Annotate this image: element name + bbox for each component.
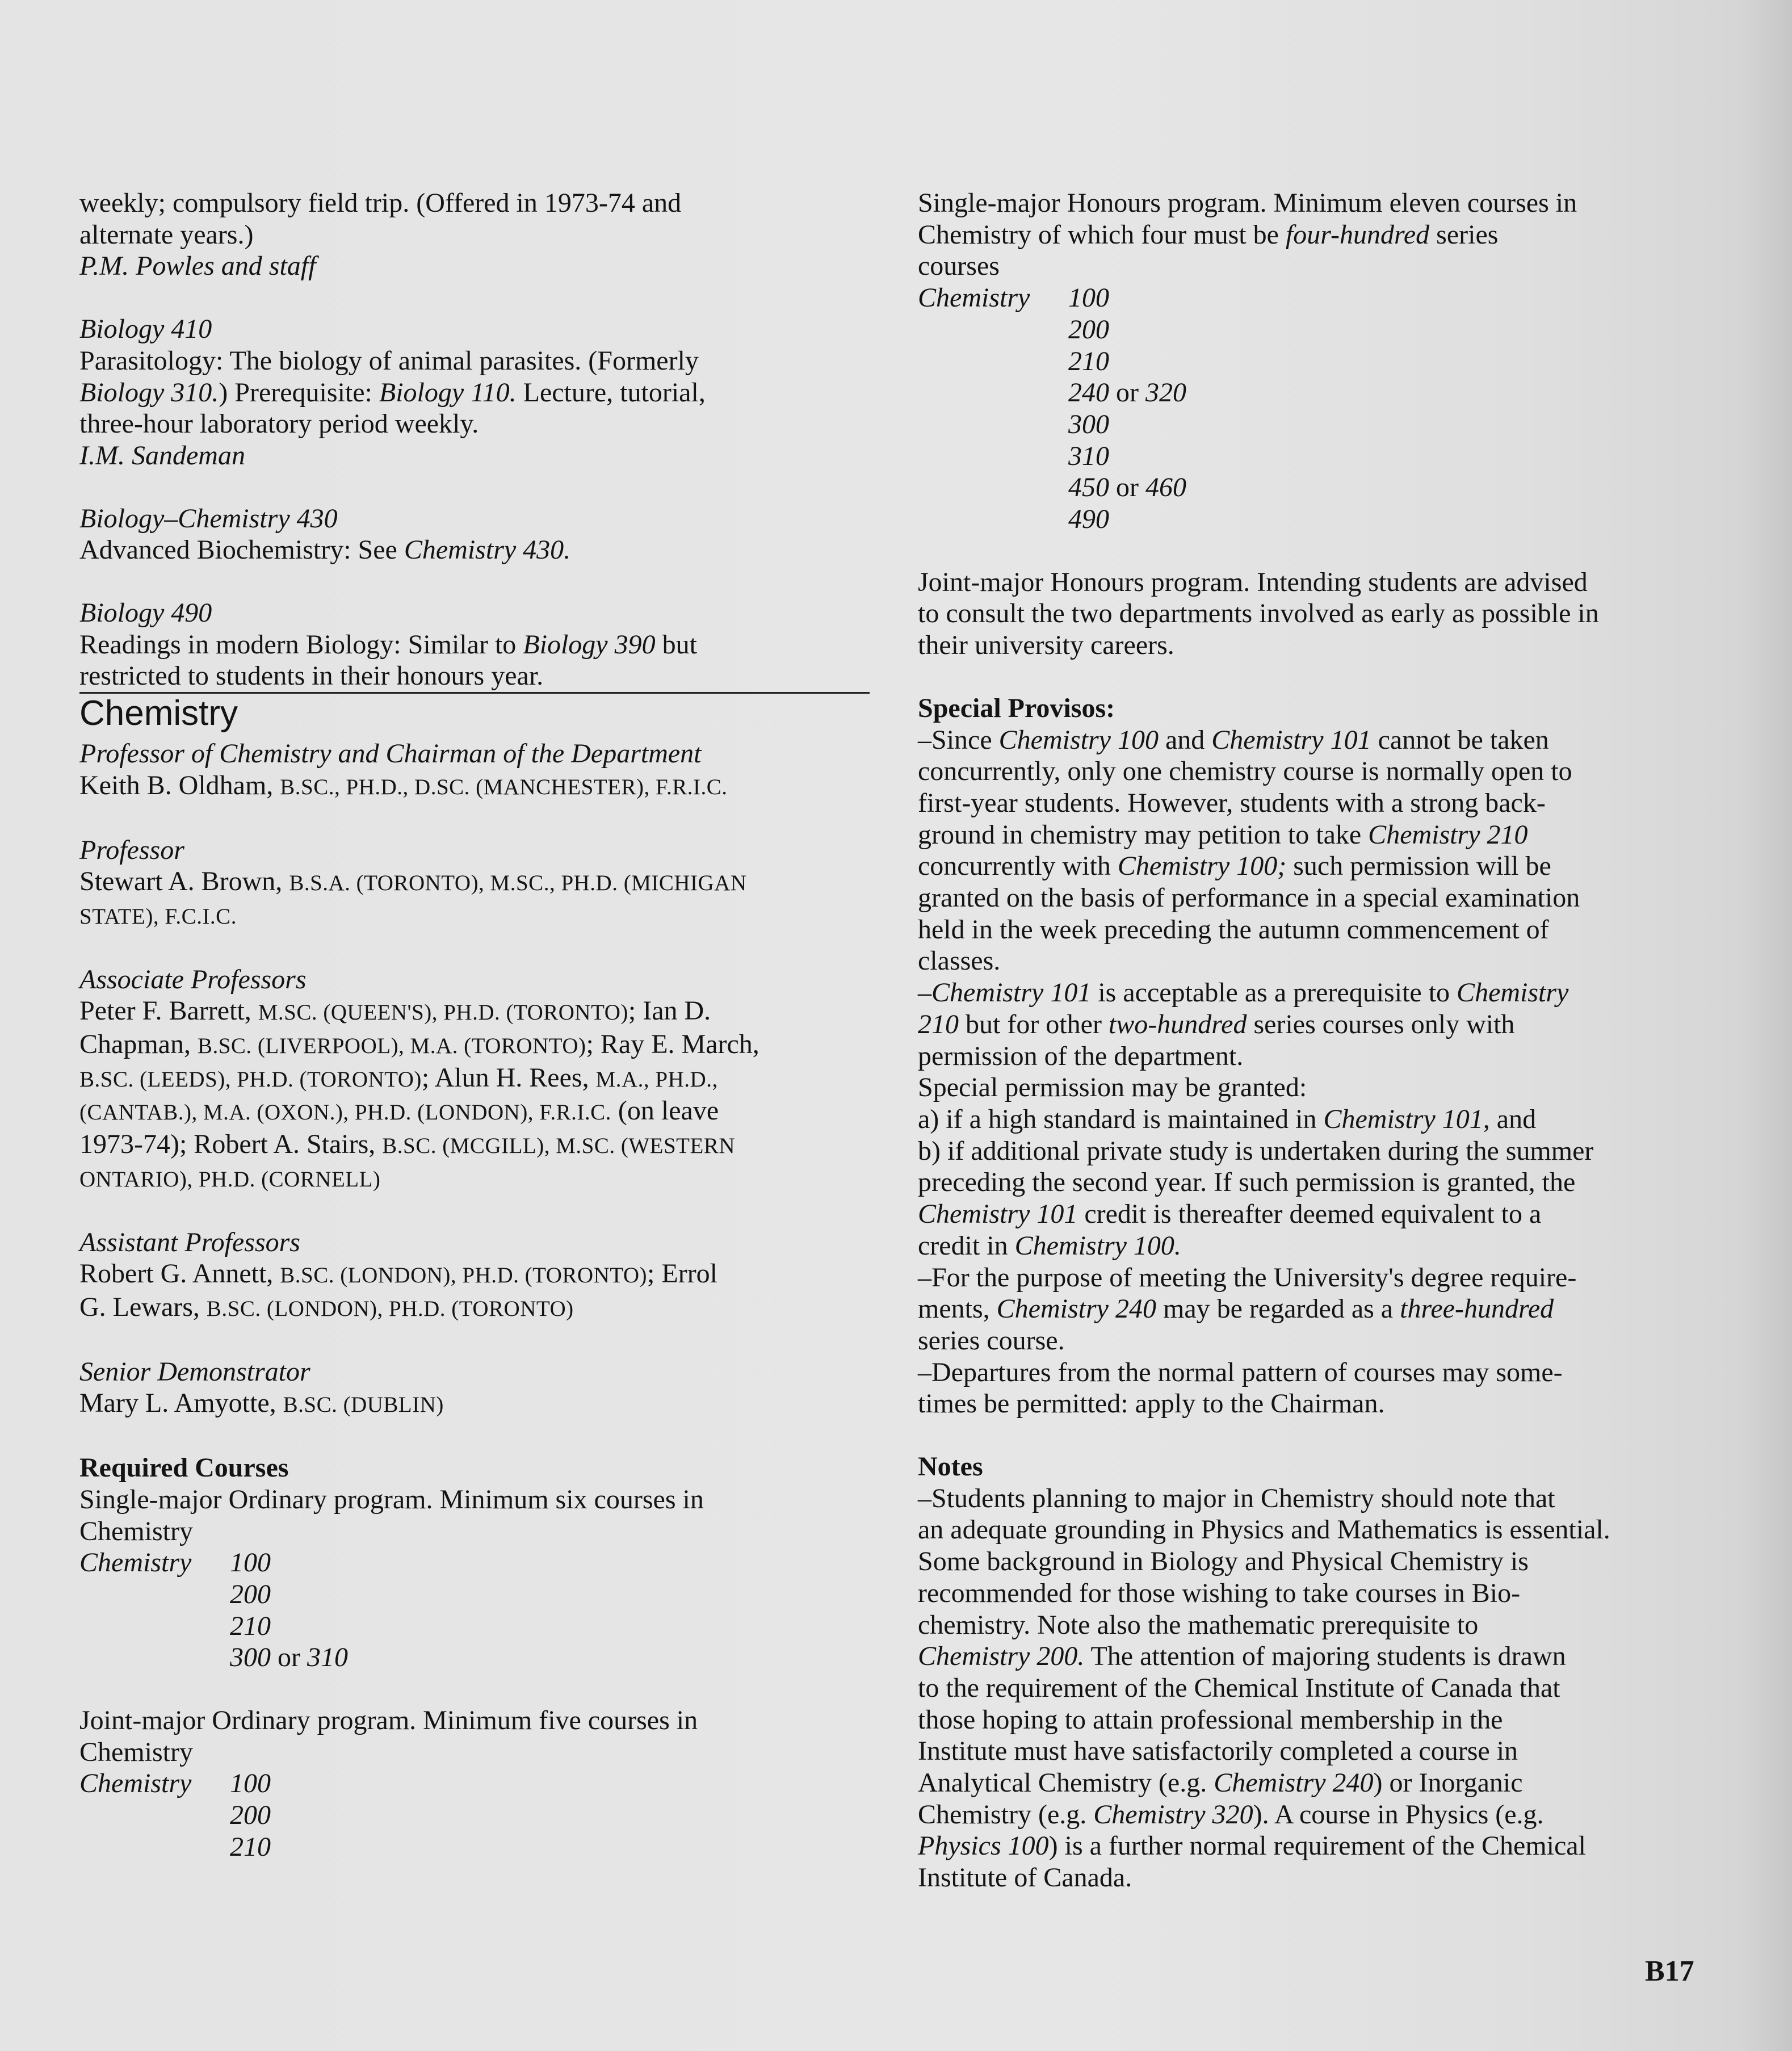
course-ref: Biology 390 [523,629,656,660]
course-ref: Chemistry 210 [1368,819,1528,850]
text-line: Chemistry [79,1516,193,1546]
section-heading: Required Courses [79,1453,289,1483]
text-run: ) or Inorganic [1373,1768,1523,1798]
course-ref: Biology 310. [79,377,219,408]
course-ref: Physics 100 [918,1831,1049,1861]
text-line: Parasitology: The biology of animal parasites. (Formerly [79,345,699,376]
faculty-entry [79,1258,871,1291]
text-run: credit in [918,1230,1015,1261]
course-number: 450 or 460 [1068,472,1186,503]
credentials: (CANTAB.), M.A. (OXON.), PH.D. (LONDON), F.R.I.C. [79,1100,611,1125]
course-ref: Chemistry 101, [1323,1104,1490,1134]
faculty-entry [79,1062,871,1096]
text-run: series course. [918,1325,1065,1356]
biology-continuation [79,187,871,282]
single-major-honours [918,187,1713,535]
text-line [918,1230,1713,1262]
course-list-single-ordinary [79,1547,871,1673]
course-number: 200 [230,1579,271,1609]
faculty-name: Robert G. Annett, [79,1259,280,1289]
course-ref: Chemistry 101 [918,1199,1078,1230]
instructor-name: I.M. Sandeman [79,440,245,471]
course-ref: two-hundred [1108,1009,1247,1039]
text-run: may be regarded as a [1156,1294,1400,1324]
text-line [918,1198,1713,1230]
course-ref: Chemistry 101 [931,978,1092,1008]
credentials: B.SC., PH.D., D.SC. (MANCHESTER), F.R.I.C. [280,774,728,799]
faculty-rank: Associate Professors [79,964,307,995]
text-run: The attention of majoring students is drawn [1084,1641,1566,1672]
text-line [918,1009,1713,1041]
course-list-label: Chemistry [79,1547,192,1578]
text-line [918,1262,1713,1294]
faculty-entry [79,1291,871,1325]
course-number: 100 [230,1768,271,1799]
text-line [79,534,871,566]
text-run: series [1429,219,1499,250]
text-line [918,1830,1713,1862]
text-line [918,1325,1713,1357]
faculty-associate-professors [79,964,871,1196]
text-line [918,1735,1713,1767]
credentials: B.SC. (LEEDS), PH.D. (TORONTO) [79,1067,422,1092]
course-ref: Chemistry 200. [918,1641,1085,1672]
text-run: but [655,629,697,660]
text-line [918,850,1713,882]
course-number: 200 [230,1800,271,1831]
text-run: classes. [918,946,1001,976]
faculty-name: 1973-74); Robert A. Stairs, [79,1129,383,1160]
faculty-entry [79,1387,871,1421]
text-line [918,1167,1713,1198]
course-ref: 210 [918,1009,959,1039]
faculty-entry [79,1029,871,1062]
left-column [79,187,871,1863]
course-number: 310 [1068,441,1109,471]
course-number: 300 or 310 [230,1642,348,1673]
text-line [918,1672,1713,1704]
text-run: b) if additional private study is undertaken during the summer [918,1135,1594,1166]
text-run: Readings in modern Biology: Similar to [79,629,523,660]
faculty-name: G. Lewars, [79,1291,207,1322]
course-title: Biology 410 [79,314,212,345]
course-title: Biology–Chemistry 430 [79,503,338,534]
text-run: – [918,978,931,1008]
text-run: Lecture, tutorial, [516,377,706,408]
faculty-senior-demonstrator [79,1356,871,1421]
faculty-rank: Senior Demonstrator [79,1356,310,1387]
course-ref: Chemistry 100 [998,724,1159,755]
faculty-rank: Professor [79,834,184,865]
text-line [918,1135,1713,1167]
course-ref: Biology 110. [379,377,517,408]
credentials: B.SC. (DUBLIN) [283,1393,444,1417]
text-run: granted on the basis of performance in a special examination [918,883,1580,913]
text-run: chemistry. Note also the mathematic prerequisite to [918,1609,1479,1640]
text-run: concurrently with [918,851,1118,882]
text-line [918,1072,1713,1104]
faculty-assistant-professors [79,1227,871,1325]
faculty-rank: Professor of Chemistry and Chairman of the Department [79,739,702,769]
course-ref: Chemistry 100; [1117,851,1287,882]
right-column [918,187,1713,1894]
credentials: B.SC. (LIVERPOOL), M.A. (TORONTO) [197,1034,586,1059]
notes-body [918,1483,1713,1894]
course-list-label: Chemistry [918,283,1030,313]
faculty-name: Mary L. Amyotte, [79,1388,283,1419]
text-line [918,1483,1713,1515]
faculty-chair [79,738,871,803]
course-number: 100 [1068,283,1109,313]
text-run: Special permission may be granted: [918,1072,1307,1103]
faculty-name: ; Ray E. March, [586,1029,759,1060]
text-line: their university careers. [918,630,1174,661]
text-run: (on leave [611,1096,719,1126]
text-run: preceding the second year. If such permission is granted, the [918,1167,1576,1198]
course-title: Biology 490 [79,598,212,628]
faculty-name: ; Ian D. [628,996,711,1026]
faculty-entry [79,995,871,1029]
text-line [918,787,1713,819]
text-line [918,977,1713,1009]
text-line [918,1578,1713,1609]
text-line [918,219,1713,251]
credentials: M.A., PH.D., [595,1067,718,1092]
text-run: cannot be taken [1371,724,1549,755]
text-run: such permission will be [1286,851,1551,882]
course-number: 100 [230,1547,271,1578]
text-run: –Departures from the normal pattern of courses may some- [918,1357,1563,1387]
text-run: Institute of Canada. [918,1863,1132,1893]
course-ref: Chemistry 101 [1211,724,1371,755]
credentials: STATE), F.C.I.C. [79,904,237,929]
text-run: concurrently, only one chemistry course is normally open to [918,756,1572,787]
text-line [918,819,1713,851]
text-line [79,629,871,661]
course-list-label: Chemistry [79,1768,192,1799]
text-run: Analytical Chemistry (e.g. [918,1768,1214,1798]
faculty-entry [79,1095,871,1129]
course-ref: Chemistry 320 [1093,1799,1253,1830]
faculty-name: Keith B. Oldham, [79,770,280,800]
text-line [918,756,1713,787]
text-run: credit is thereafter deemed equivalent to a [1077,1199,1542,1230]
credentials: B.SC. (MCGILL), M.SC. (WESTERN [382,1134,735,1159]
text-line [918,1388,1713,1420]
department-title: Chemistry [79,694,238,733]
text-line [918,1609,1713,1641]
emphasis: four-hundred [1285,219,1430,250]
text-run: recommended for those wishing to take courses in Bio- [918,1578,1521,1608]
course-ref: Chemistry [1457,978,1569,1008]
page-number: B17 [1645,1955,1694,1987]
text-run: Advanced Biochemistry: See [79,535,404,565]
text-line [918,882,1713,914]
text-line [918,945,1713,977]
text-run: –For the purpose of meeting the University's degree require- [918,1262,1577,1293]
course-number: 490 [1068,504,1109,535]
course-number: 200 [1068,314,1109,345]
credentials: ONTARIO), PH.D. (CORNELL) [79,1167,381,1192]
text-line: to consult the two departments involved as early as possible in [918,598,1599,629]
course-ref: Chemistry 100. [1014,1230,1181,1261]
course-biology-chemistry-430 [79,503,871,566]
text-run: to the requirement of the Chemical Institute of Canada that [918,1672,1560,1703]
text-run: times be permitted: apply to the Chairman. [918,1389,1385,1419]
text-run: but for other [959,1009,1109,1039]
text-run: series courses only with [1247,1009,1515,1039]
text-line: Single-major Ordinary program. Minimum six courses in [79,1484,704,1515]
course-ref: Chemistry 430. [404,535,571,565]
text-line [918,1293,1713,1325]
text-line [918,1767,1713,1799]
text-run: an adequate grounding in Physics and Mathematics is essential. [918,1515,1610,1545]
text-line: courses [918,251,1000,282]
text-run: Chemistry of which four must be [918,219,1286,250]
text-run: Some background in Biology and Physical Chemistry is [918,1546,1529,1577]
text-run: permission of the department. [918,1041,1244,1071]
faculty-name: Peter F. Barrett, [79,996,258,1026]
faculty-entry [79,899,871,933]
credentials: M.SC. (QUEEN'S), PH.D. (TORONTO) [258,1000,628,1025]
text-run: and [1158,724,1212,755]
required-courses [79,1452,871,1863]
special-provisos [918,693,1713,1420]
faculty-name: ; Errol [647,1259,718,1289]
text-line [918,1546,1713,1578]
text-run: those hoping to attain professional membership in the [918,1704,1503,1735]
credentials: B.SC. (LONDON), PH.D. (TORONTO) [206,1296,574,1321]
course-ref: Chemistry 240 [1214,1768,1374,1798]
provisos-body [918,724,1713,1420]
text-run: and [1489,1104,1537,1134]
course-number: 210 [230,1610,271,1641]
text-run: first-year students. However, students with a strong back- [918,787,1546,818]
text-line [918,1641,1713,1672]
text-run: Chemistry (e.g. [918,1799,1094,1830]
faculty-entry [79,1162,871,1196]
text-run: –Since [918,724,999,755]
notes [918,1451,1713,1894]
text-line: Single-major Honours program. Minimum eleven courses in [918,188,1577,218]
course-list-single-honours [918,282,1713,535]
faculty-entry [79,866,871,899]
text-run: Institute must have satisfactorily completed a course in [918,1736,1518,1767]
section-heading: Notes [918,1452,983,1482]
text-run: ) is a further normal requirement of the Chemical [1048,1831,1586,1861]
joint-major-honours [918,567,1713,661]
instructor-name: P.M. Powles and staff [79,251,316,282]
faculty-name: Chapman, [79,1029,198,1060]
faculty-entry [79,1129,871,1162]
text-run: held in the week preceding the autumn commencement of [918,914,1549,945]
course-list-joint-ordinary [79,1768,871,1863]
faculty-rank: Assistant Professors [79,1227,300,1257]
text-line [79,377,871,409]
text-line [918,1104,1713,1135]
credentials: B.SC. (LONDON), PH.D. (TORONTO) [280,1263,648,1288]
text-run: ) Prerequisite: [219,377,379,408]
course-ref: three-hundred [1400,1294,1554,1324]
faculty-name: ; Alun H. Rees, [421,1062,596,1093]
text-run: ments, [918,1294,997,1324]
faculty-professor [79,834,871,933]
course-ref: Chemistry 240 [996,1294,1156,1324]
text-line [918,1862,1713,1894]
text-line: alternate years.) [79,219,254,250]
text-line [918,914,1713,946]
text-line [918,1704,1713,1736]
text-line [918,1041,1713,1072]
text-line: Joint-major Honours program. Intending students are advised [918,567,1588,597]
text-line: Joint-major Ordinary program. Minimum five courses in [79,1705,698,1736]
course-number: 210 [230,1831,271,1862]
course-number: 300 [1068,409,1109,439]
text-line [918,1799,1713,1831]
course-biology-490 [79,597,871,692]
text-line: restricted to students in their honours year. [79,661,544,691]
text-line: weekly; compulsory field trip. (Offered in 1973-74 and [79,188,682,218]
faculty-entry [79,770,871,803]
text-run: ground in chemistry may petition to take [918,819,1369,850]
text-line: Chemistry [79,1737,193,1767]
text-run: is acceptable as a prerequisite to [1091,978,1457,1008]
section-heading: Special Provisos: [918,693,1115,723]
faculty-name: Stewart A. Brown, [79,866,289,897]
text-line [918,1357,1713,1389]
course-biology-410 [79,313,871,472]
course-number: 240 or 320 [1068,378,1186,408]
text-run: –Students planning to major in Chemistry should note that [918,1483,1555,1513]
text-run: a) if a high standard is maintained in [918,1104,1324,1134]
course-number: 210 [1068,346,1109,376]
text-line [918,1514,1713,1546]
text-run: ). A course in Physics (e.g. [1253,1799,1544,1830]
text-line [918,724,1713,756]
text-line: three-hour laboratory period weekly. [79,409,479,439]
credentials: B.S.A. (TORONTO), M.SC., PH.D. (MICHIGAN [289,871,747,896]
